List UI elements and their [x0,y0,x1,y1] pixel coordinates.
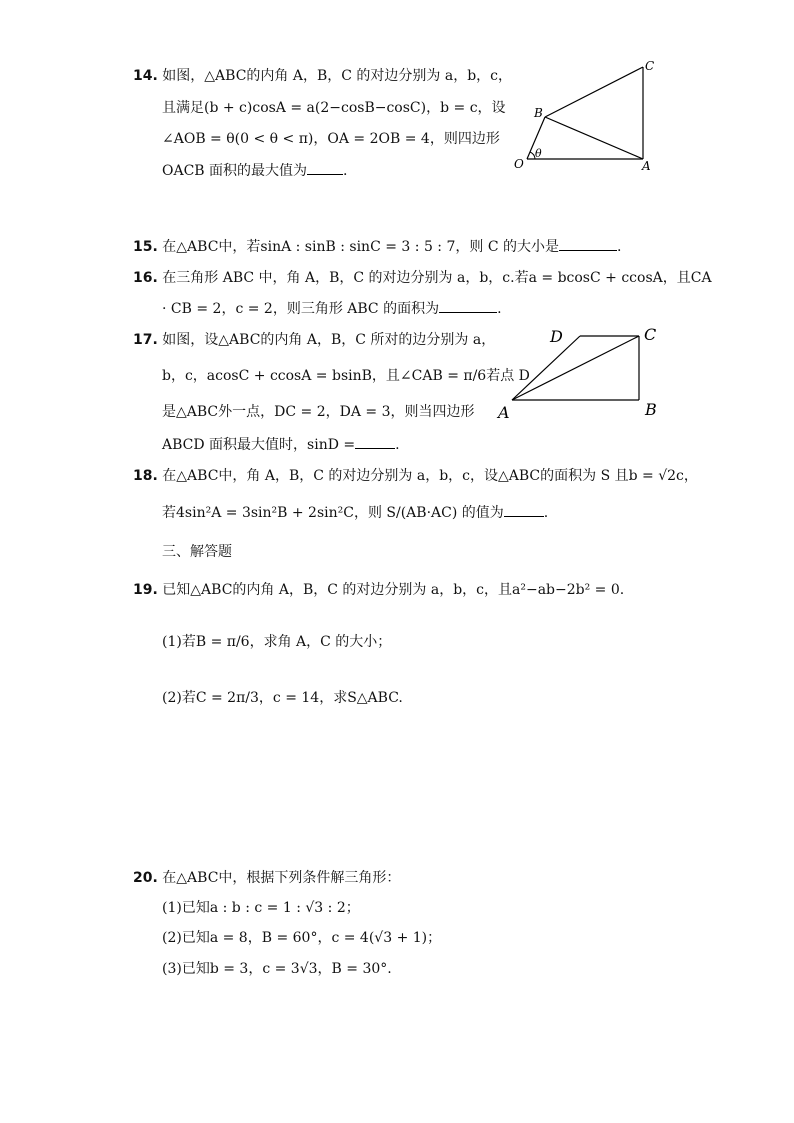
problem-text: 在△ABC中，若sinA : sinB : sinC = 3 : 5 : 7，则 C 的大小是 [162,239,559,255]
problem-number: 19. [133,582,158,598]
problem-20-part-2: (2)已知a = 8，B = 60°，c = 4(√3 + 1)； [162,930,442,946]
answer-blank [504,502,544,517]
problem-number: 17. [133,332,158,348]
problem-text: 若4sin²A = 3sin²B + 2sin²C，则 S/(AB·AC) 的值为 [162,505,504,521]
edge-AC [512,336,639,400]
problem-17-line-1 [133,330,495,350]
problem-text: 在△ABC中，角 A，B，C 的对边分别为 a，b，c，设△ABC的面积为 S 且b = √2c， [162,468,698,484]
problem-number: 15. [133,239,158,255]
problem-17-line-3: 是△ABC外一点，DC = 2，DA = 3，则当四边形 [162,404,475,420]
answer-blank [355,434,395,449]
answer-blank [559,236,617,251]
problem-number: 14. [133,68,158,84]
problem-number: 18. [133,468,158,484]
problem-17-line-2: b，c，acosC + ccosA = bsinB，且∠CAB = π/6若点 D [162,368,530,384]
problem-text: · CB = 2，c = 2，则三角形 ABC 的面积为 [162,301,440,317]
label-A: A [498,403,510,422]
problem-text: ABCD 面积最大值时，sinD = [162,437,356,453]
answer-blank [307,160,343,175]
label-C: C [645,59,655,73]
label-A: A [642,159,651,173]
edge-BA [545,117,643,159]
problem-number: 20. [133,870,158,886]
figure-17-quadrilateral [490,320,670,430]
problem-16-line-1 [133,268,712,288]
problem-text: 如图，设△ABC的内角 A，B，C 所对的边分别为 a， [162,332,496,348]
edge-BC [545,67,643,117]
problem-14-line-2: 且满足(b + c)cosA = a(2−cosB−cosC)，b = c，设 [162,100,506,116]
problem-text: 在△ABC中，根据下列条件解三角形： [162,870,401,886]
problem-20-part-3: (3)已知b = 3，c = 3√3，B = 30°. [162,961,392,977]
label-B: B [645,400,657,419]
problem-20-part-1: (1)已知a : b : c = 1 : √3 : 2； [162,900,360,916]
problem-14-line-1 [133,66,512,86]
problem-19-part-2: (2)若C = 2π/3，c = 14，求S△ABC. [162,690,403,706]
problem-text: 如图，△ABC的内角 A，B，C 的对边分别为 a，b，c， [162,68,513,84]
label-D: D [550,327,563,346]
problem-text: 已知△ABC的内角 A，B，C 的对边分别为 a，b，c，且a²−ab−2b² = 0. [162,582,625,598]
problem-number: 16. [133,270,158,286]
answer-blank [439,298,497,313]
problem-14-line-3: ∠AOB = θ(0 < θ < π)，OA = 2OB = 4，则四边形 [162,131,500,147]
problem-15: 15. 在△ABC中，若sinA : sinB : sinC = 3 : 5 : 7，则 C 的大小是 . [133,236,621,257]
problem-19-stem [133,580,624,600]
problem-17-line-4: ABCD 面积最大值时，sinD = . [162,434,400,455]
problem-18-line-1 [133,466,698,486]
label-theta: θ [535,147,542,160]
problem-20-stem [133,868,400,888]
problem-18-line-2: 若4sin²A = 3sin²B + 2sin²C，则 S/(AB·AC) 的值为 . [162,502,548,523]
problem-text: OACB 面积的最大值为 [162,163,308,179]
label-B: B [534,106,543,120]
label-O: O [514,157,524,171]
label-C: C [644,325,657,344]
problem-text: 在三角形 ABC 中，角 A，B，C 的对边分别为 a，b，c.若a = bcosC + ccosA，且CA [162,270,712,286]
problem-16-line-2: · CB = 2，c = 2，则三角形 ABC 的面积为 . [162,298,502,319]
problem-19-part-1: (1)若B = π/6，求角 A，C 的大小； [162,634,392,650]
figure-14-quadrilateral [505,55,665,180]
section-title: 三、解答题 [162,544,232,560]
problem-14-line-4: OACB 面积的最大值为 . [162,160,348,181]
edge-AD [512,336,580,400]
